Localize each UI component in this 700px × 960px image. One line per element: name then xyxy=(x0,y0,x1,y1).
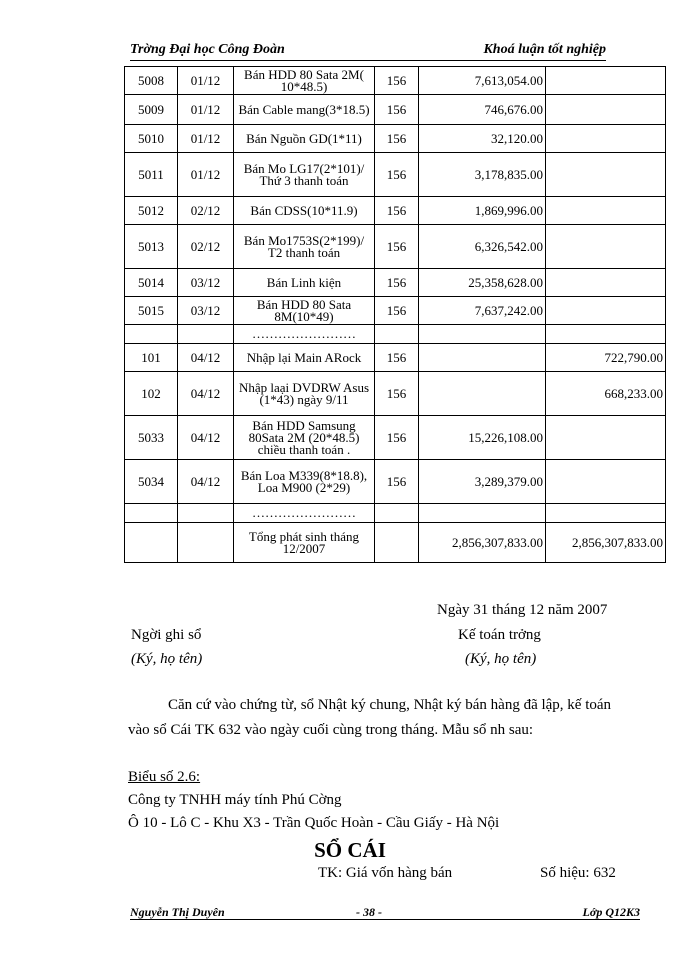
table-row xyxy=(125,95,666,125)
table-row xyxy=(125,197,666,225)
entry-description: Bán Mo LG17(2*101)/ Thứ 3 thanh toán xyxy=(234,153,375,197)
entry-credit xyxy=(546,269,666,297)
entry-number: 5009 xyxy=(125,95,178,125)
entry-account xyxy=(375,504,419,523)
company-name: Công ty TNHH máy tính Phú Cờng xyxy=(128,792,342,808)
entry-credit xyxy=(546,95,666,125)
entry-number: 5034 xyxy=(125,460,178,504)
entry-account: 156 xyxy=(375,153,419,197)
entry-date: 01/12 xyxy=(178,153,234,197)
entry-description: Bán Linh kiện xyxy=(234,269,375,297)
entry-credit xyxy=(546,197,666,225)
entry-credit xyxy=(546,297,666,325)
entry-description: Bán HDD 80 Sata 8M(10*49) xyxy=(234,297,375,325)
entry-description: Bán Nguồn GD(1*11) xyxy=(234,125,375,153)
entry-description: Nhập laại DVDRW Asus (1*43) ngày 9/11 xyxy=(234,372,375,416)
header-school: Trờng Đại học Công Đoàn xyxy=(130,42,285,57)
entry-date: 04/12 xyxy=(178,372,234,416)
entry-account: 156 xyxy=(375,225,419,269)
entry-date: 02/12 xyxy=(178,225,234,269)
entry-credit xyxy=(546,67,666,95)
entry-description: Bán HDD 80 Sata 2M( 10*48.5) xyxy=(234,67,375,95)
account-code: Số hiệu: 632 xyxy=(540,865,616,881)
entry-description: Nhập lại Main ARock xyxy=(234,344,375,372)
entry-account: 156 xyxy=(375,297,419,325)
table-row xyxy=(125,523,666,563)
entry-date: 01/12 xyxy=(178,95,234,125)
entry-description: Bán Loa M339(8*18.8), Loa M900 (2*29) xyxy=(234,460,375,504)
entry-credit: 668,233.00 xyxy=(546,372,666,416)
entry-account: 156 xyxy=(375,344,419,372)
company-address: Ô 10 - Lô C - Khu X3 - Trần Quốc Hoàn - Cầu Giấy - Hà Nội xyxy=(128,815,500,831)
entry-description: Bán CDSS(10*11.9) xyxy=(234,197,375,225)
entry-debit: 1,869,996.00 xyxy=(419,197,546,225)
form-label: Biểu số 2.6: xyxy=(128,769,201,785)
entry-number: 5033 xyxy=(125,416,178,460)
entry-date: 04/12 xyxy=(178,460,234,504)
entry-account: 156 xyxy=(375,269,419,297)
table-row xyxy=(125,153,666,197)
entry-debit xyxy=(419,344,546,372)
entry-date xyxy=(178,504,234,523)
entry-date: 01/12 xyxy=(178,125,234,153)
entry-credit xyxy=(546,504,666,523)
entry-credit xyxy=(546,125,666,153)
entry-number: 5012 xyxy=(125,197,178,225)
entry-account: 156 xyxy=(375,197,419,225)
entry-credit xyxy=(546,460,666,504)
table-row xyxy=(125,269,666,297)
header-thesis: Khoá luận tốt nghiệp xyxy=(483,42,606,57)
recorder-title: Ngời ghi sổ xyxy=(131,627,202,643)
entry-number: 5011 xyxy=(125,153,178,197)
accountant-title: Kế toán trởng xyxy=(458,627,541,643)
signature-date: Ngày 31 tháng 12 năm 2007 xyxy=(437,602,608,618)
entry-description: Bán Cable mang(3*18.5) xyxy=(234,95,375,125)
entry-description: Bán Mo1753S(2*199)/ T2 thanh toán xyxy=(234,225,375,269)
entry-description: …………………… xyxy=(234,325,375,344)
entry-debit: 32,120.00 xyxy=(419,125,546,153)
ledger-title: SỔ CÁI xyxy=(314,838,386,862)
entry-date xyxy=(178,523,234,563)
entry-account: 156 xyxy=(375,125,419,153)
entry-number: 5010 xyxy=(125,125,178,153)
entry-account xyxy=(375,325,419,344)
entry-account xyxy=(375,523,419,563)
entry-credit: 2,856,307,833.00 xyxy=(546,523,666,563)
entry-debit: 25,358,628.00 xyxy=(419,269,546,297)
entry-date: 03/12 xyxy=(178,269,234,297)
entry-number: 5015 xyxy=(125,297,178,325)
table-row xyxy=(125,504,666,523)
entry-number: 101 xyxy=(125,344,178,372)
table-row xyxy=(125,297,666,325)
entry-number: 5014 xyxy=(125,269,178,297)
table-row xyxy=(125,344,666,372)
entry-account: 156 xyxy=(375,67,419,95)
ledger-table xyxy=(124,66,666,563)
entry-account: 156 xyxy=(375,95,419,125)
table-row xyxy=(125,460,666,504)
entry-number: 5013 xyxy=(125,225,178,269)
recorder-sign-note: (Ký, họ tên) xyxy=(131,651,203,667)
entry-debit: 15,226,108.00 xyxy=(419,416,546,460)
entry-debit xyxy=(419,325,546,344)
entry-account: 156 xyxy=(375,416,419,460)
ledger-body xyxy=(125,67,666,563)
entry-credit xyxy=(546,153,666,197)
table-row xyxy=(125,325,666,344)
entry-date: 04/12 xyxy=(178,344,234,372)
entry-debit: 7,613,054.00 xyxy=(419,67,546,95)
entry-description: …………………… xyxy=(234,504,375,523)
table-row xyxy=(125,67,666,95)
table-row xyxy=(125,125,666,153)
entry-debit: 2,856,307,833.00 xyxy=(419,523,546,563)
entry-description: Tổng phát sinh tháng 12/2007 xyxy=(234,523,375,563)
page-footer xyxy=(130,905,640,920)
entry-credit: 722,790.00 xyxy=(546,344,666,372)
account-name: TK: Giá vốn hàng bán xyxy=(318,865,453,881)
entry-number xyxy=(125,523,178,563)
entry-date xyxy=(178,325,234,344)
table-row xyxy=(125,225,666,269)
table-row xyxy=(125,416,666,460)
page-header xyxy=(130,42,606,61)
entry-number xyxy=(125,504,178,523)
accountant-sign-note: (Ký, họ tên) xyxy=(465,651,537,667)
footer-author: Nguyễn Thị Duyên xyxy=(130,905,225,919)
entry-date: 02/12 xyxy=(178,197,234,225)
entry-credit xyxy=(546,325,666,344)
body-paragraph: Căn cứ vào chứng từ, sổ Nhật ký chung, Nhật ký bán hàng đã lập, kế toán vào sổ Cái TK 632 vào ngày cuối cùng trong tháng. Mẫu sổ nh sau: xyxy=(128,697,612,738)
entry-debit: 6,326,542.00 xyxy=(419,225,546,269)
entry-debit: 7,637,242.00 xyxy=(419,297,546,325)
entry-number: 102 xyxy=(125,372,178,416)
entry-debit: 3,178,835.00 xyxy=(419,153,546,197)
entry-account: 156 xyxy=(375,460,419,504)
entry-account: 156 xyxy=(375,372,419,416)
entry-debit xyxy=(419,504,546,523)
entry-date: 01/12 xyxy=(178,67,234,95)
entry-debit: 746,676.00 xyxy=(419,95,546,125)
entry-credit xyxy=(546,225,666,269)
entry-debit xyxy=(419,372,546,416)
entry-number: 5008 xyxy=(125,67,178,95)
entry-date: 04/12 xyxy=(178,416,234,460)
table-row xyxy=(125,372,666,416)
entry-description: Bán HDD Samsung 80Sata 2M (20*48.5) chiều thanh toán . xyxy=(234,416,375,460)
entry-number xyxy=(125,325,178,344)
footer-page-number: - 38 - xyxy=(356,905,382,919)
entry-credit xyxy=(546,416,666,460)
footer-class: Lớp Q12K3 xyxy=(582,905,640,919)
entry-date: 03/12 xyxy=(178,297,234,325)
entry-debit: 3,289,379.00 xyxy=(419,460,546,504)
